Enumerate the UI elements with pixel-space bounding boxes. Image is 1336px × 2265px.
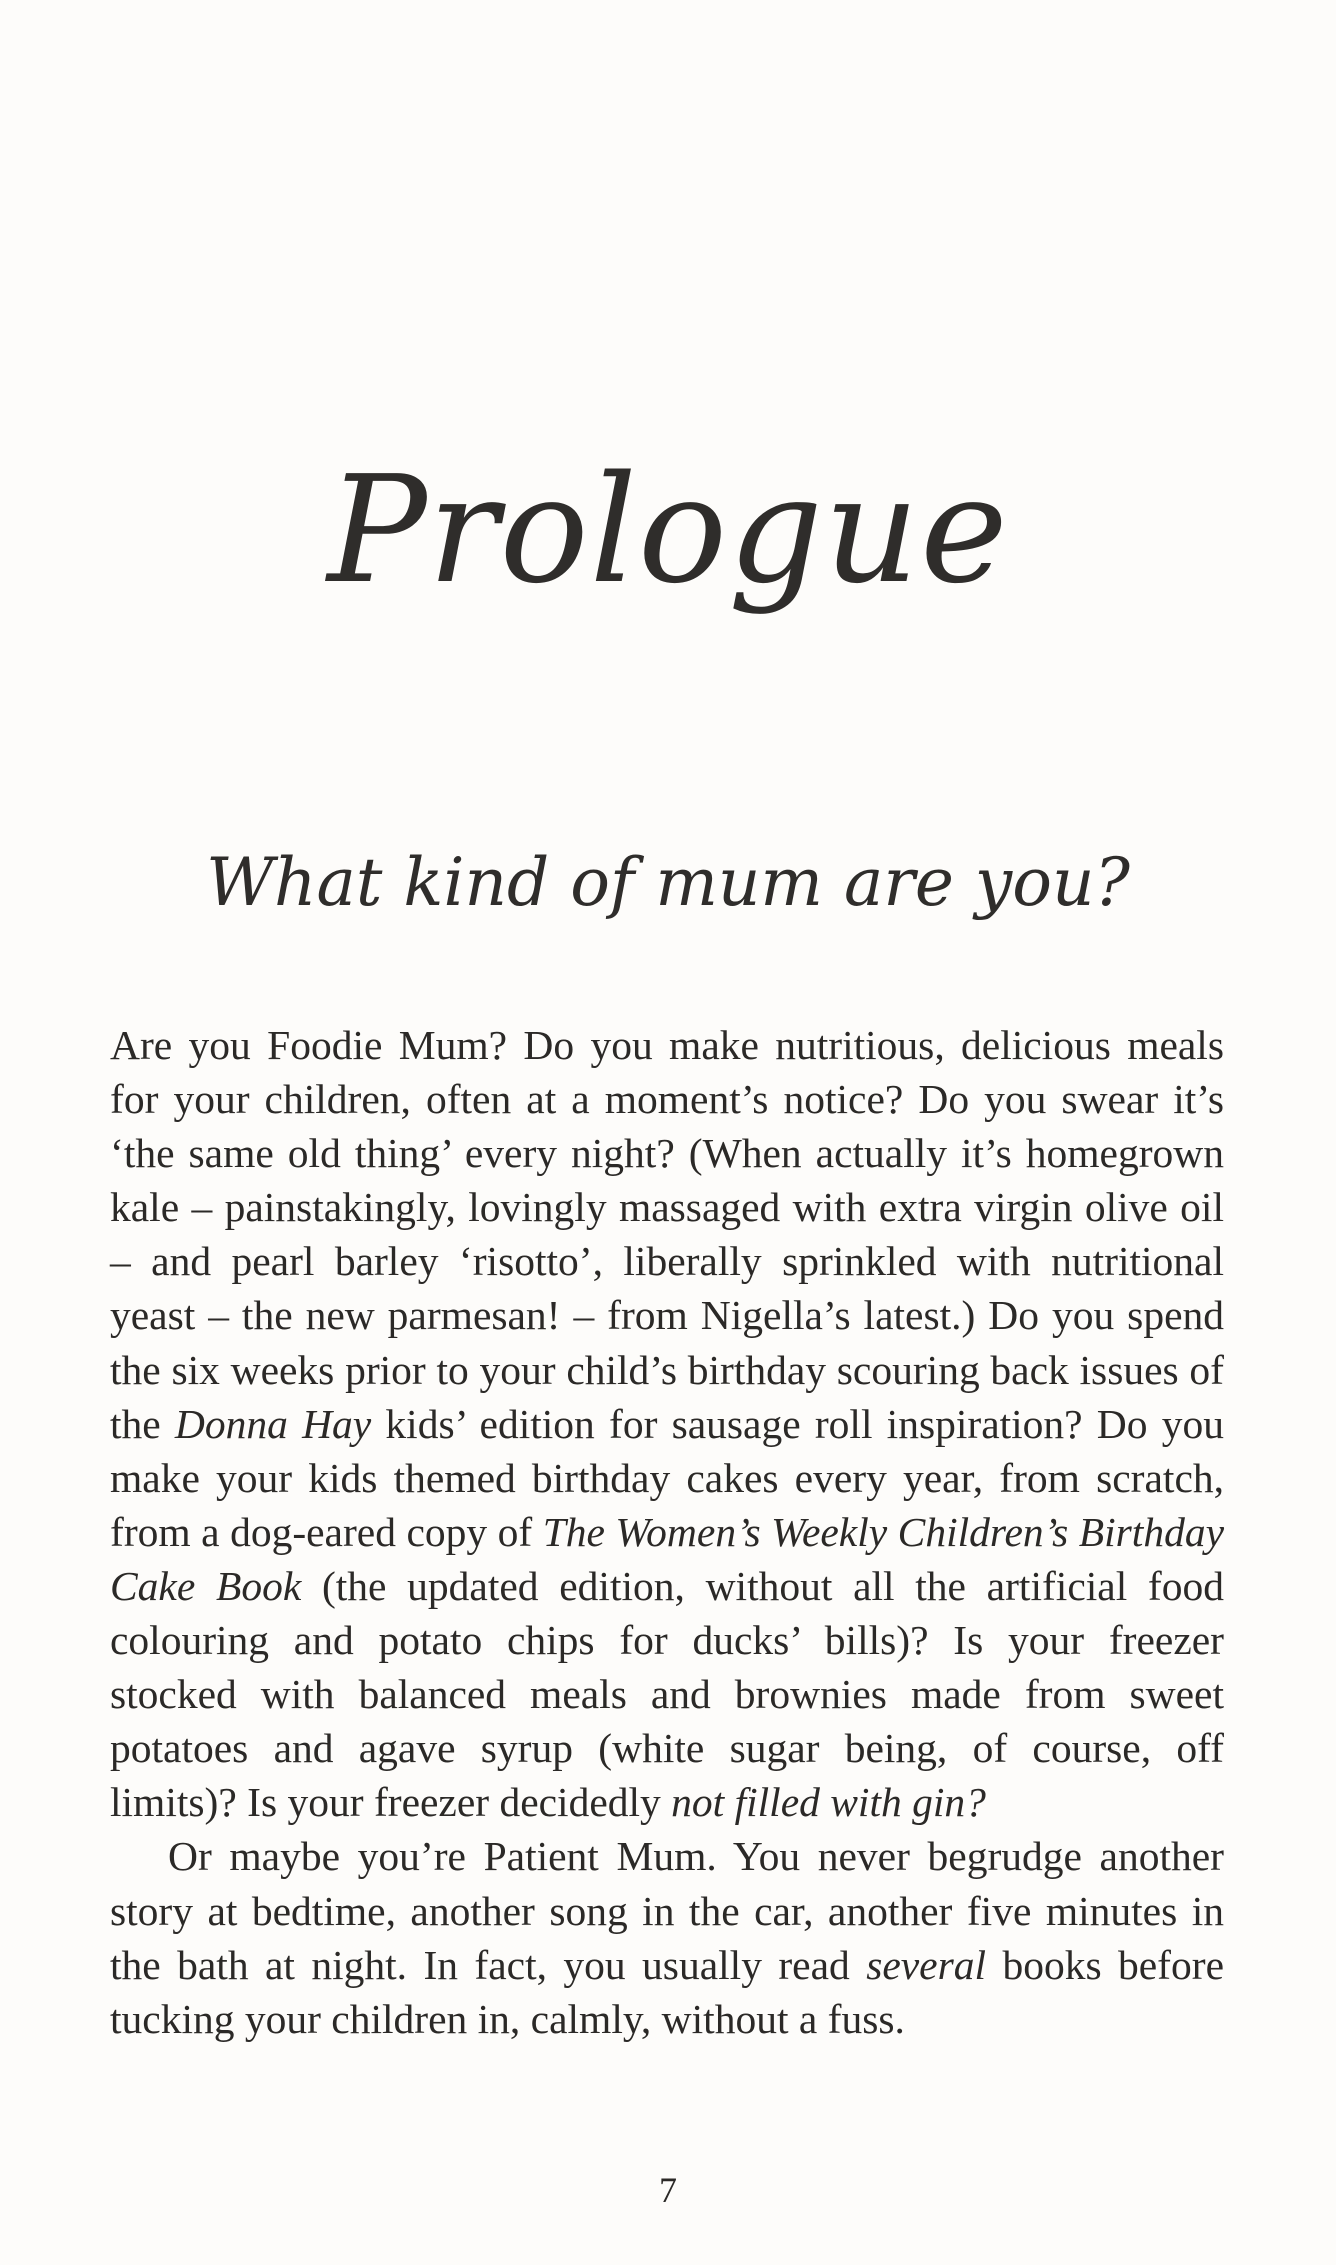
text-span: books before tucking your children in, calmly, without a fuss. [110,1941,1224,2042]
text-span: (the updated edition, without all the artificial food colouring and potato chips for ducks’ bills)? Is your freezer stocked with balanced meals and brownies made from sweet potatoes and agave syrup (white sugar being, of course, off limits)? Is your freezer decidedly [110,1562,1224,1826]
italic-emphasis: several [866,1941,987,1988]
text-span: kids’ edition for sausage roll inspiration? Do you make your kids themed birthday cakes every year, from scratch, from a dog-eared copy of [110,1400,1224,1555]
italic-title-cake-book: The Women’s Weekly Children’s Birthday Cake Book [110,1508,1225,1609]
text-span: Or maybe you’re Patient Mum. You never begrudge another story at bedtime, another song in the car, another five minutes in the bath at night. In fact, you usually read [110,1833,1224,1988]
page-number: 7 [659,2170,677,2210]
chapter-subtitle: What kind of mum are you? [206,844,1130,921]
paragraph-2 [110,1829,1224,2045]
italic-title-donna-hay: Donna Hay [174,1400,372,1447]
body-text [110,1018,1224,2046]
chapter-title: Prologue [327,444,1009,616]
paragraph-1 [110,1018,1224,1829]
italic-emphasis: not filled with gin? [671,1779,986,1826]
text-span: Are you Foodie Mum? Do you make nutritious, delicious meals for your children, often at a moment’s notice? Do you swear it’s ‘the same old thing’ every night? (When actually it’s homegrown kale – painstakingly, lovingly massaged with extra virgin olive oil – and pearl barley ‘risotto’, liberally sprinkled with nutritional yeast – the new parmesan! – from Nigella’s latest.) Do you spend the six weeks prior to your child’s birthday scouring back issues of the [110,1022,1224,1447]
